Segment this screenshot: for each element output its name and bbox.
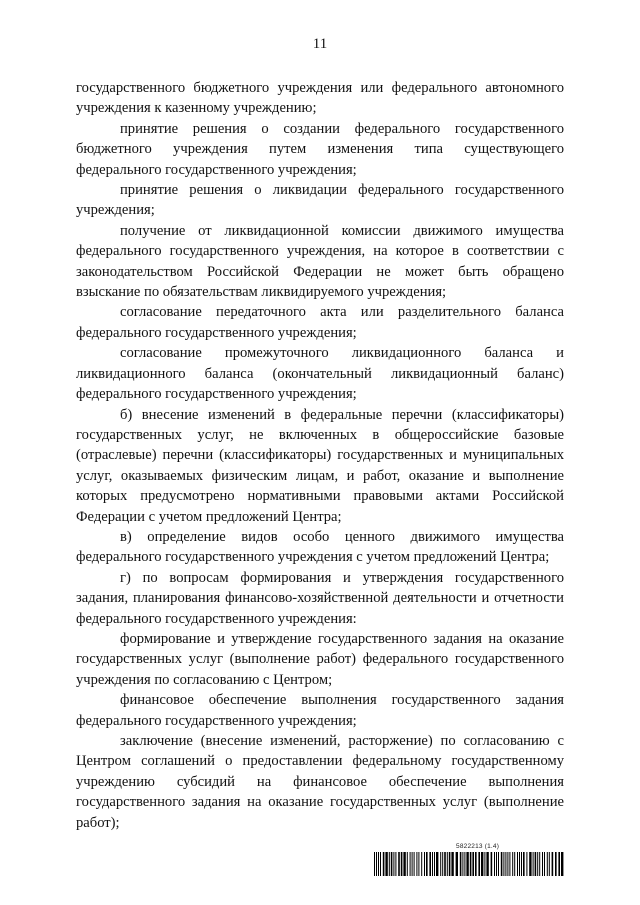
paragraph: в) определение видов особо ценного движимого имущества федерального государственного учреждения с учетом предложений Центра;	[76, 528, 564, 566]
paragraph: государственного бюджетного учреждения или федерального автономного учреждения к казенному учреждению;	[76, 80, 564, 117]
paragraph: формирование и утверждение государственного задания на оказание государственных услуг (выполнение работ) федерального государственного учреждения по согласованию с Центром;	[76, 630, 564, 688]
document-code: 5822213 (1.4)	[456, 843, 500, 850]
document-body	[76, 78, 564, 833]
paragraph: г) по вопросам формирования и утверждения государственного задания, планирования финансово-хозяйственной деятельности и отчетности федерального государственного учреждения:	[76, 569, 564, 627]
paragraph: заключение (внесение изменений, расторжение) по согласованию с Центром соглашений о предоставлении федеральному государственному учреждению субсидий на финансовое обеспечение выполнения государственного задания на оказание государственных услуг (выполнение работ);	[76, 733, 564, 831]
paragraph: получение от ликвидационной комиссии движимого имущества федерального государственного учреждения, на которое в соответствии с законодательством Российской Федерации не может быть обращено взыскание по обязательствам ликвидируемого учреждения;	[76, 222, 564, 301]
paragraph: финансовое обеспечение выполнения государственного задания федерального государственного учреждения;	[76, 692, 564, 729]
paragraph: согласование промежуточного ликвидационного баланса и ликвидационного баланса (окончательный ликвидационный баланс) федерального государственного учреждения;	[76, 345, 564, 403]
paragraph: б) внесение изменений в федеральные перечни (классификаторы) государственных услуг, не включенных в общероссийские базовые (отраслевые) перечни (классификаторы) государственных и муниципальных услуг, оказываемых физическим лицам, и работ, оказание и выполнение которых предусмотрено нормативными правовыми актами Российской Федерации с учетом предложений Центра;	[76, 406, 564, 525]
paragraph: согласование передаточного акта или разделительного баланса федерального государственного учреждения;	[76, 304, 564, 341]
page-number: 11	[312, 36, 328, 52]
paragraph: принятие решения о создании федерального государственного бюджетного учреждения путем изменения типа существующего федерального государственного учреждения;	[76, 120, 564, 178]
barcode	[374, 852, 564, 876]
paragraph: принятие решения о ликвидации федерального государственного учреждения;	[76, 182, 564, 219]
